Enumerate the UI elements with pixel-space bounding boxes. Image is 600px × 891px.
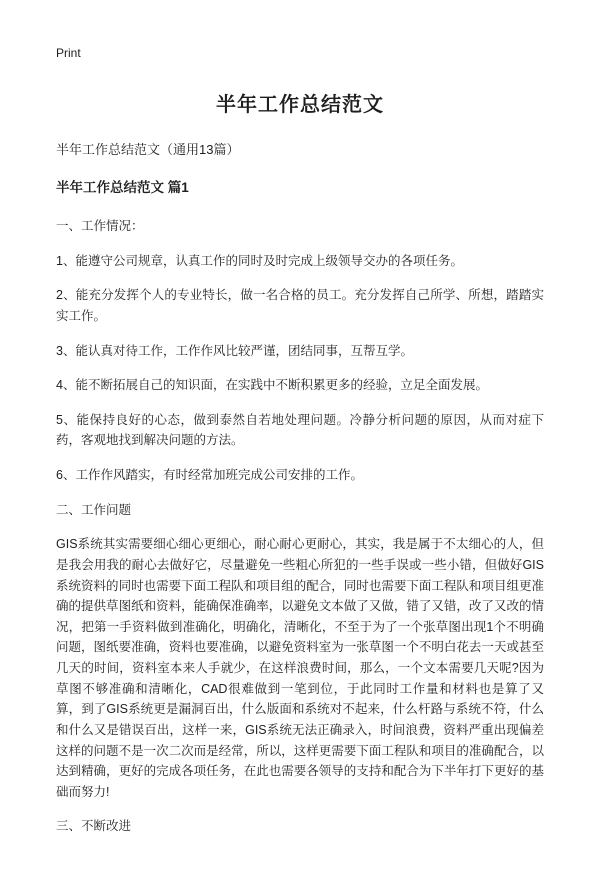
section-heading: 半年工作总结范文 篇1	[56, 180, 189, 195]
paragraph: 2、能充分发挥个人的专业特长，做一名合格的员工。充分发挥自己所学、所想，踏踏实实工作。	[56, 288, 544, 323]
paragraph: 1、能遵守公司规章，认真工作的同时及时完成上级领导交办的各项任务。	[56, 253, 463, 268]
paragraph: 二、工作问题	[56, 502, 132, 517]
paragraph: 6、工作作风踏实，有时经常加班完成公司安排的工作。	[56, 468, 363, 482]
paragraph: 三、不断改进	[56, 819, 132, 834]
print-button[interactable]: Print	[56, 46, 81, 60]
paragraph: 4、能不断拓展自己的知识面，在实践中不断积累更多的经验，立足全面发展。	[56, 378, 488, 393]
paragraph: 一、工作情况：	[56, 219, 144, 233]
document-body	[56, 216, 544, 837]
document-subtitle: 半年工作总结范文（通用13篇）	[56, 142, 240, 157]
paragraph: 3、能认真对待工作，工作作风比较严谨，团结同事，互帮互学。	[56, 343, 413, 358]
paragraph: GIS系统其实需要细心细心更细心，耐心耐心更耐心，其实，我是属于不太细心的人，但是我会用我的耐心去做好它，尽量避免一些粗心所犯的一些手误或一些小错，但做好GIS系统资料的同时也需要下面工程队和项目组的配合，同时也需要下面工程队和项目组更准确的提供草图纸和资料，能确保准确率，以避免文本做了又做，错了又错，改了又改的情况，把第一手资料做到准确化，明确化，清晰化，不至于为了一个张草图出现1个不明确问题，图纸要准确，资料也要准确，以避免资料室为一张草图一个不明白花去一天或甚至几天的时间，资料室本来人手就少，在这样浪费时间，那么，一个文本需要几天呢?因为草图不够准确和清晰化，CAD很难做到一笔到位，于此同时工作量和材料也是算了又算，到了GIS系统更是漏洞百出，什么版面和系统对不起来，什么杆路与系统不符，什么和什么又是错误百出，这样一来，GIS系统无法正确录入，时间浪费，资料严重出现偏差这样的问题不是一次二次而是经常，所以，这样更需要下面工程队和项目的准确配合，以达到精确，更好的完成各项任务，在此也需要各领导的支持和配合为下半年打下更好的基础而努力!	[56, 537, 544, 799]
page-title: 半年工作总结范文	[216, 94, 384, 116]
paragraph: 5、能保持良好的心态，做到泰然自若地处理问题。冷静分析问题的原因，从而对症下药，客观地找到解决问题的方法。	[56, 412, 544, 448]
